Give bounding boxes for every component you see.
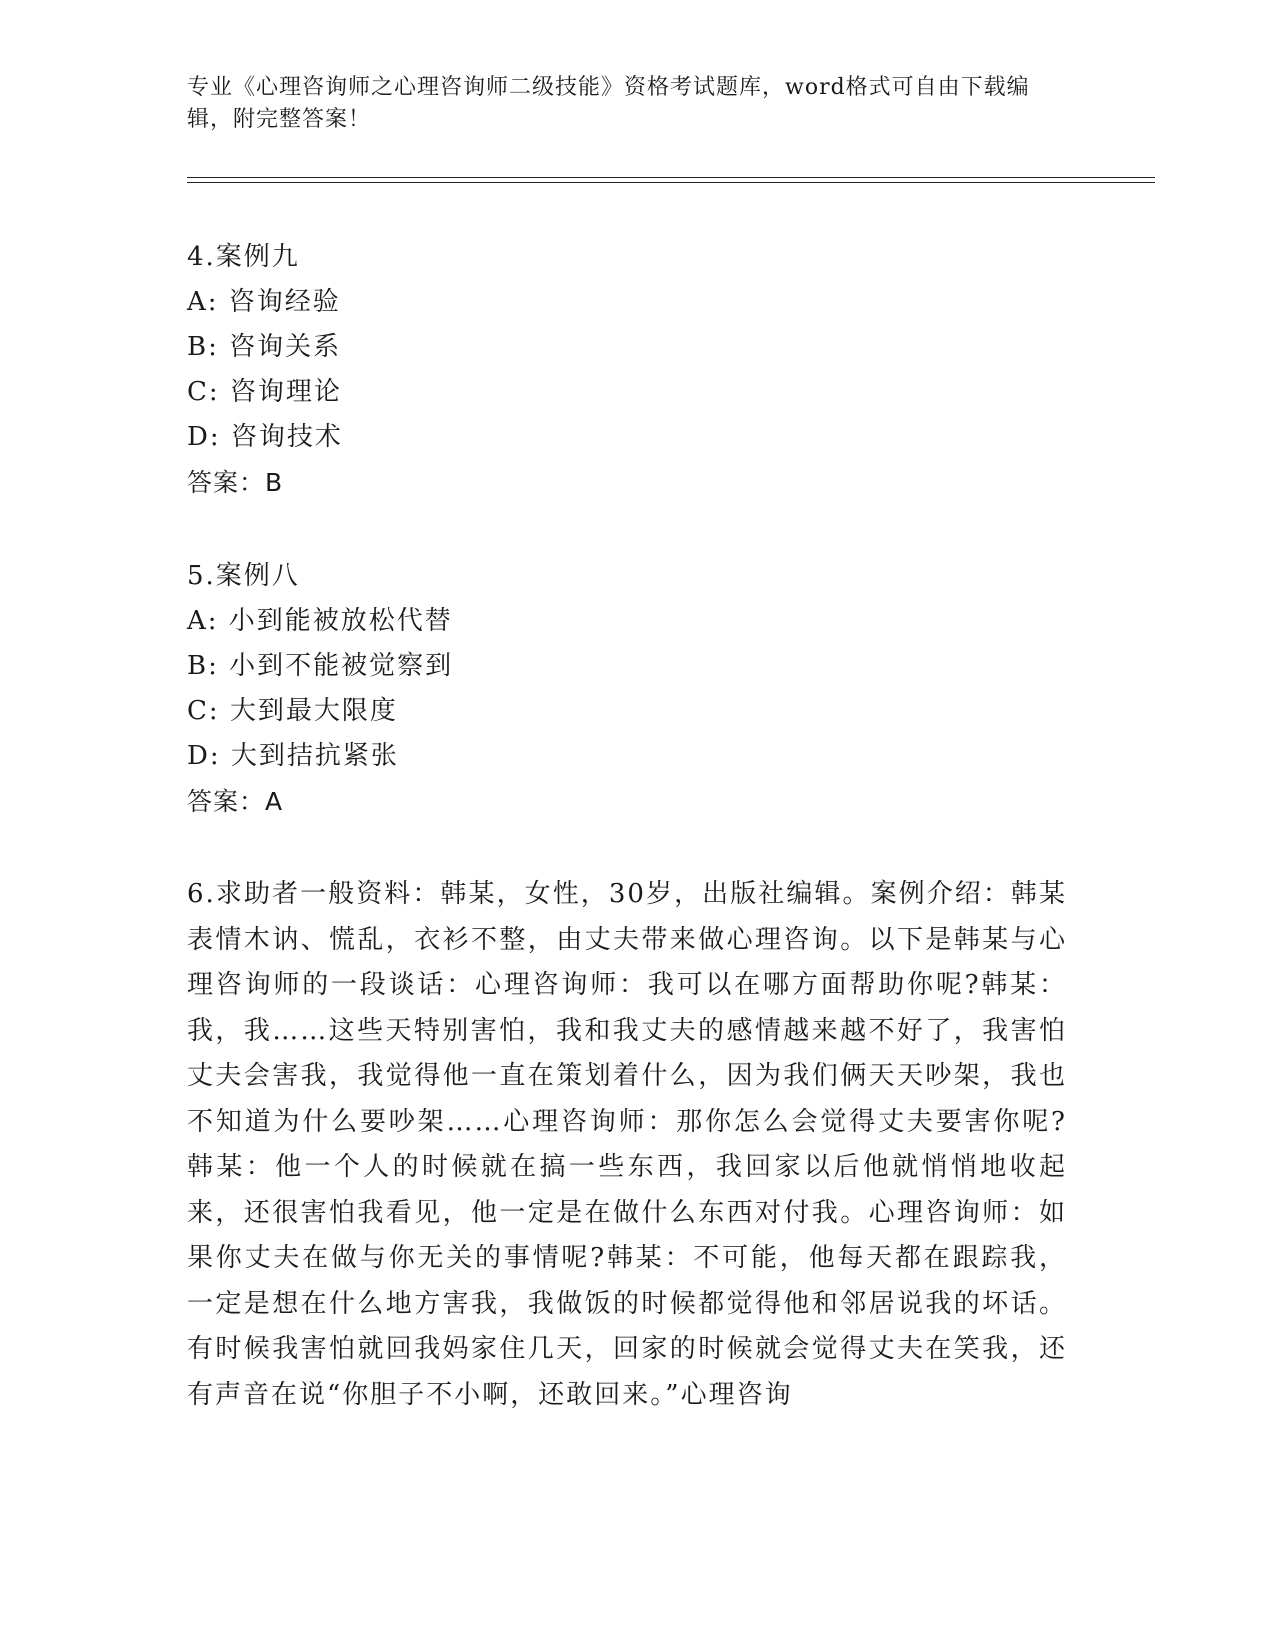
question-5 [187,554,453,824]
option-d: D: 咨询技术 [187,422,343,452]
header-divider-bottom [187,182,1155,183]
option-c: C: 大到最大限度 [187,696,398,726]
answer-label: 答案：A [187,787,284,816]
option-b: B: 咨询关系 [187,332,342,362]
question-6-case-text: 6.求助者一般资料：韩某，女性，30岁，出版社编辑。案例介绍：韩某表情木讷、慌乱，衣衫不整，由丈夫带来做心理咨询。以下是韩某与心理咨询师的一段谈话：心理咨询师：我可以在哪方面帮助你呢?韩某：我，我……这些天特别害怕，我和我丈夫的感情越来越不好了，我害怕丈夫会害我，我觉得他一直在策划着什么，因为我们俩天天吵架，我也不知道为什么要吵架……心理咨询师：那你怎么会觉得丈夫要害你呢?韩某：他一个人的时候就在搞一些东西，我回家以后他就悄悄地收起来，还很害怕我看见，他一定是在做什么东西对付我。心理咨询师：如果你丈夫在做与你无关的事情呢?韩某：不可能，他每天都在跟踪我，一定是想在什么地方害我，我做饭的时候都觉得他和邻居说我的坏话。有时候我害怕就回我妈家住几天，回家的时候就会觉得丈夫在笑我，还有声音在说“你胆子不小啊，还敢回来。”心理咨询 [187,879,1067,1410]
document-header: 专业《心理咨询师之心理咨询师二级技能》资格考试题库，word格式可自由下载编辑，附完整答案！ [187,75,1030,132]
option-c: C: 咨询理论 [187,377,342,407]
question-4 [187,235,343,505]
question-title: 4.案例九 [187,242,300,272]
option-a: A: 小到能被放松代替 [187,606,453,636]
option-d: D: 大到拮抗紧张 [187,741,399,771]
question-title: 5.案例八 [187,561,300,591]
header-divider-top [187,177,1155,178]
answer-label: 答案：B [187,468,284,497]
option-a: A: 咨询经验 [187,287,341,317]
option-b: B: 小到不能被觉察到 [187,651,454,681]
